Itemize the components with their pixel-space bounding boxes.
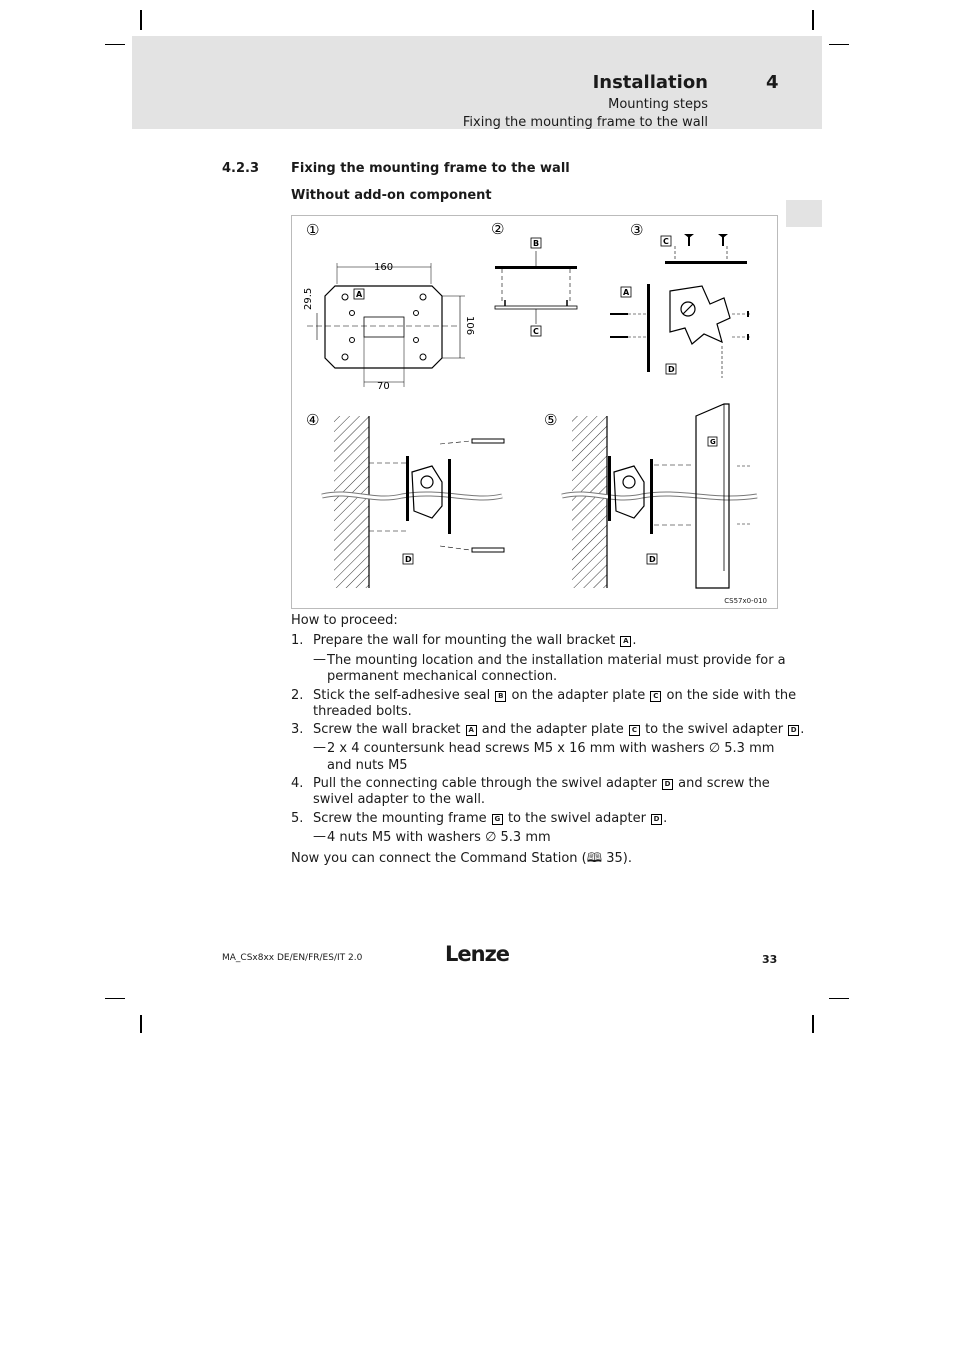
dim-160: 160 xyxy=(374,262,394,273)
label-d: D xyxy=(788,725,799,736)
crop-mark xyxy=(829,44,849,45)
dim-70: 70 xyxy=(377,381,390,392)
chapter-tab xyxy=(786,200,822,227)
header-subtitle-1: Mounting steps xyxy=(608,97,708,112)
dash-bullet: — xyxy=(313,652,326,667)
label-a-step3: A xyxy=(623,288,630,297)
crop-mark xyxy=(140,10,142,30)
crop-mark xyxy=(140,1015,142,1033)
label-c: C xyxy=(533,327,539,336)
page-title: Installation xyxy=(592,72,708,93)
header-subtitle-2: Fixing the mounting frame to the wall xyxy=(462,115,708,130)
crop-mark xyxy=(105,998,125,999)
label-d-step3: D xyxy=(668,365,675,374)
label-b: B xyxy=(495,691,506,702)
mounting-figure xyxy=(291,215,778,609)
label-a: A xyxy=(356,290,363,299)
footer-doc-id: MA_CSx8xx DE/EN/FR/ES/IT 2.0 xyxy=(222,953,363,963)
step-3-number: 3. xyxy=(291,722,304,737)
page-number: 33 xyxy=(762,953,778,966)
label-b: B xyxy=(533,239,540,248)
crop-mark xyxy=(812,1015,814,1033)
step-3-number: ③ xyxy=(630,221,644,239)
chapter-number: 4 xyxy=(766,72,779,93)
step-2-line-2: threaded bolts. xyxy=(313,704,412,719)
dim-29-5: 29.5 xyxy=(303,287,314,310)
step-5-sub-line-1: 4 nuts M5 with washers ∅ 5.3 mm xyxy=(327,830,551,845)
book-icon: 🕮 xyxy=(586,851,603,866)
label-g-step5: G xyxy=(710,438,716,446)
step-4-number: 4. xyxy=(291,776,304,791)
mounting-frame-drawing xyxy=(562,404,757,588)
step-5-number: ⑤ xyxy=(544,411,558,429)
dash-bullet: — xyxy=(313,740,326,755)
step-1-sub-line-1: The mounting location and the installation material must provide for a xyxy=(327,653,786,668)
step-1-text: Prepare the wall for mounting the wall bracket A . xyxy=(313,633,637,648)
swivel-assembly-exploded xyxy=(610,234,750,378)
step-4-text: Pull the connecting cable through the swivel adapter D and screw the xyxy=(313,776,770,791)
step-1-sub-line-2: permanent mechanical connection. xyxy=(327,669,558,684)
intro-text: How to proceed: xyxy=(291,613,398,628)
label-c: C xyxy=(629,725,640,736)
seal-plate-drawing xyxy=(495,251,577,324)
dash-bullet: — xyxy=(313,829,326,844)
label-c-step3: C xyxy=(663,237,669,246)
label-g: G xyxy=(492,814,503,825)
step-4-line-2: swivel adapter to the wall. xyxy=(313,792,486,807)
section-subtitle: Without add-on component xyxy=(291,188,492,203)
step-5-number: 5. xyxy=(291,811,304,826)
step-5-text: Screw the mounting frame G to the swivel adapter D . xyxy=(313,811,668,826)
step-2-text: Stick the self-adhesive seal B on the adapter plate C on the side with the xyxy=(313,688,797,703)
dim-106: 106 xyxy=(464,316,475,336)
step-4-number: ④ xyxy=(306,411,320,429)
lenze-logo: Lenze xyxy=(445,942,510,966)
crop-mark xyxy=(829,998,849,999)
step-2-number: 2. xyxy=(291,688,304,703)
step-3-sub-line-2: and nuts M5 xyxy=(327,758,408,773)
label-d: D xyxy=(662,779,673,790)
outro-text: Now you can connect the Command Station (🕮 35). xyxy=(291,851,632,866)
mounting-diagram xyxy=(292,216,777,608)
figure-code: CS57x0-010 xyxy=(724,597,767,605)
label-d-step5: D xyxy=(649,555,656,564)
label-a: A xyxy=(466,725,477,736)
section-number: 4.2.3 xyxy=(222,161,260,176)
wall-bracket-drawing xyxy=(307,263,465,387)
label-d: D xyxy=(651,814,662,825)
crop-mark xyxy=(105,44,125,45)
step-1-number: 1. xyxy=(291,633,304,648)
step-3-text: Screw the wall bracket A and the adapter plate C to the swivel adapter D . xyxy=(313,722,805,737)
label-a: A xyxy=(620,636,631,647)
step-1-number: ① xyxy=(306,221,320,239)
step-2-number: ② xyxy=(491,220,505,238)
section-title: Fixing the mounting frame to the wall xyxy=(291,161,570,176)
crop-mark xyxy=(812,10,814,30)
label-d-step4: D xyxy=(405,555,412,564)
label-c: C xyxy=(650,691,661,702)
step-3-sub-line-1: 2 x 4 countersunk head screws M5 x 16 mm with washers ∅ 5.3 mm xyxy=(327,741,775,756)
